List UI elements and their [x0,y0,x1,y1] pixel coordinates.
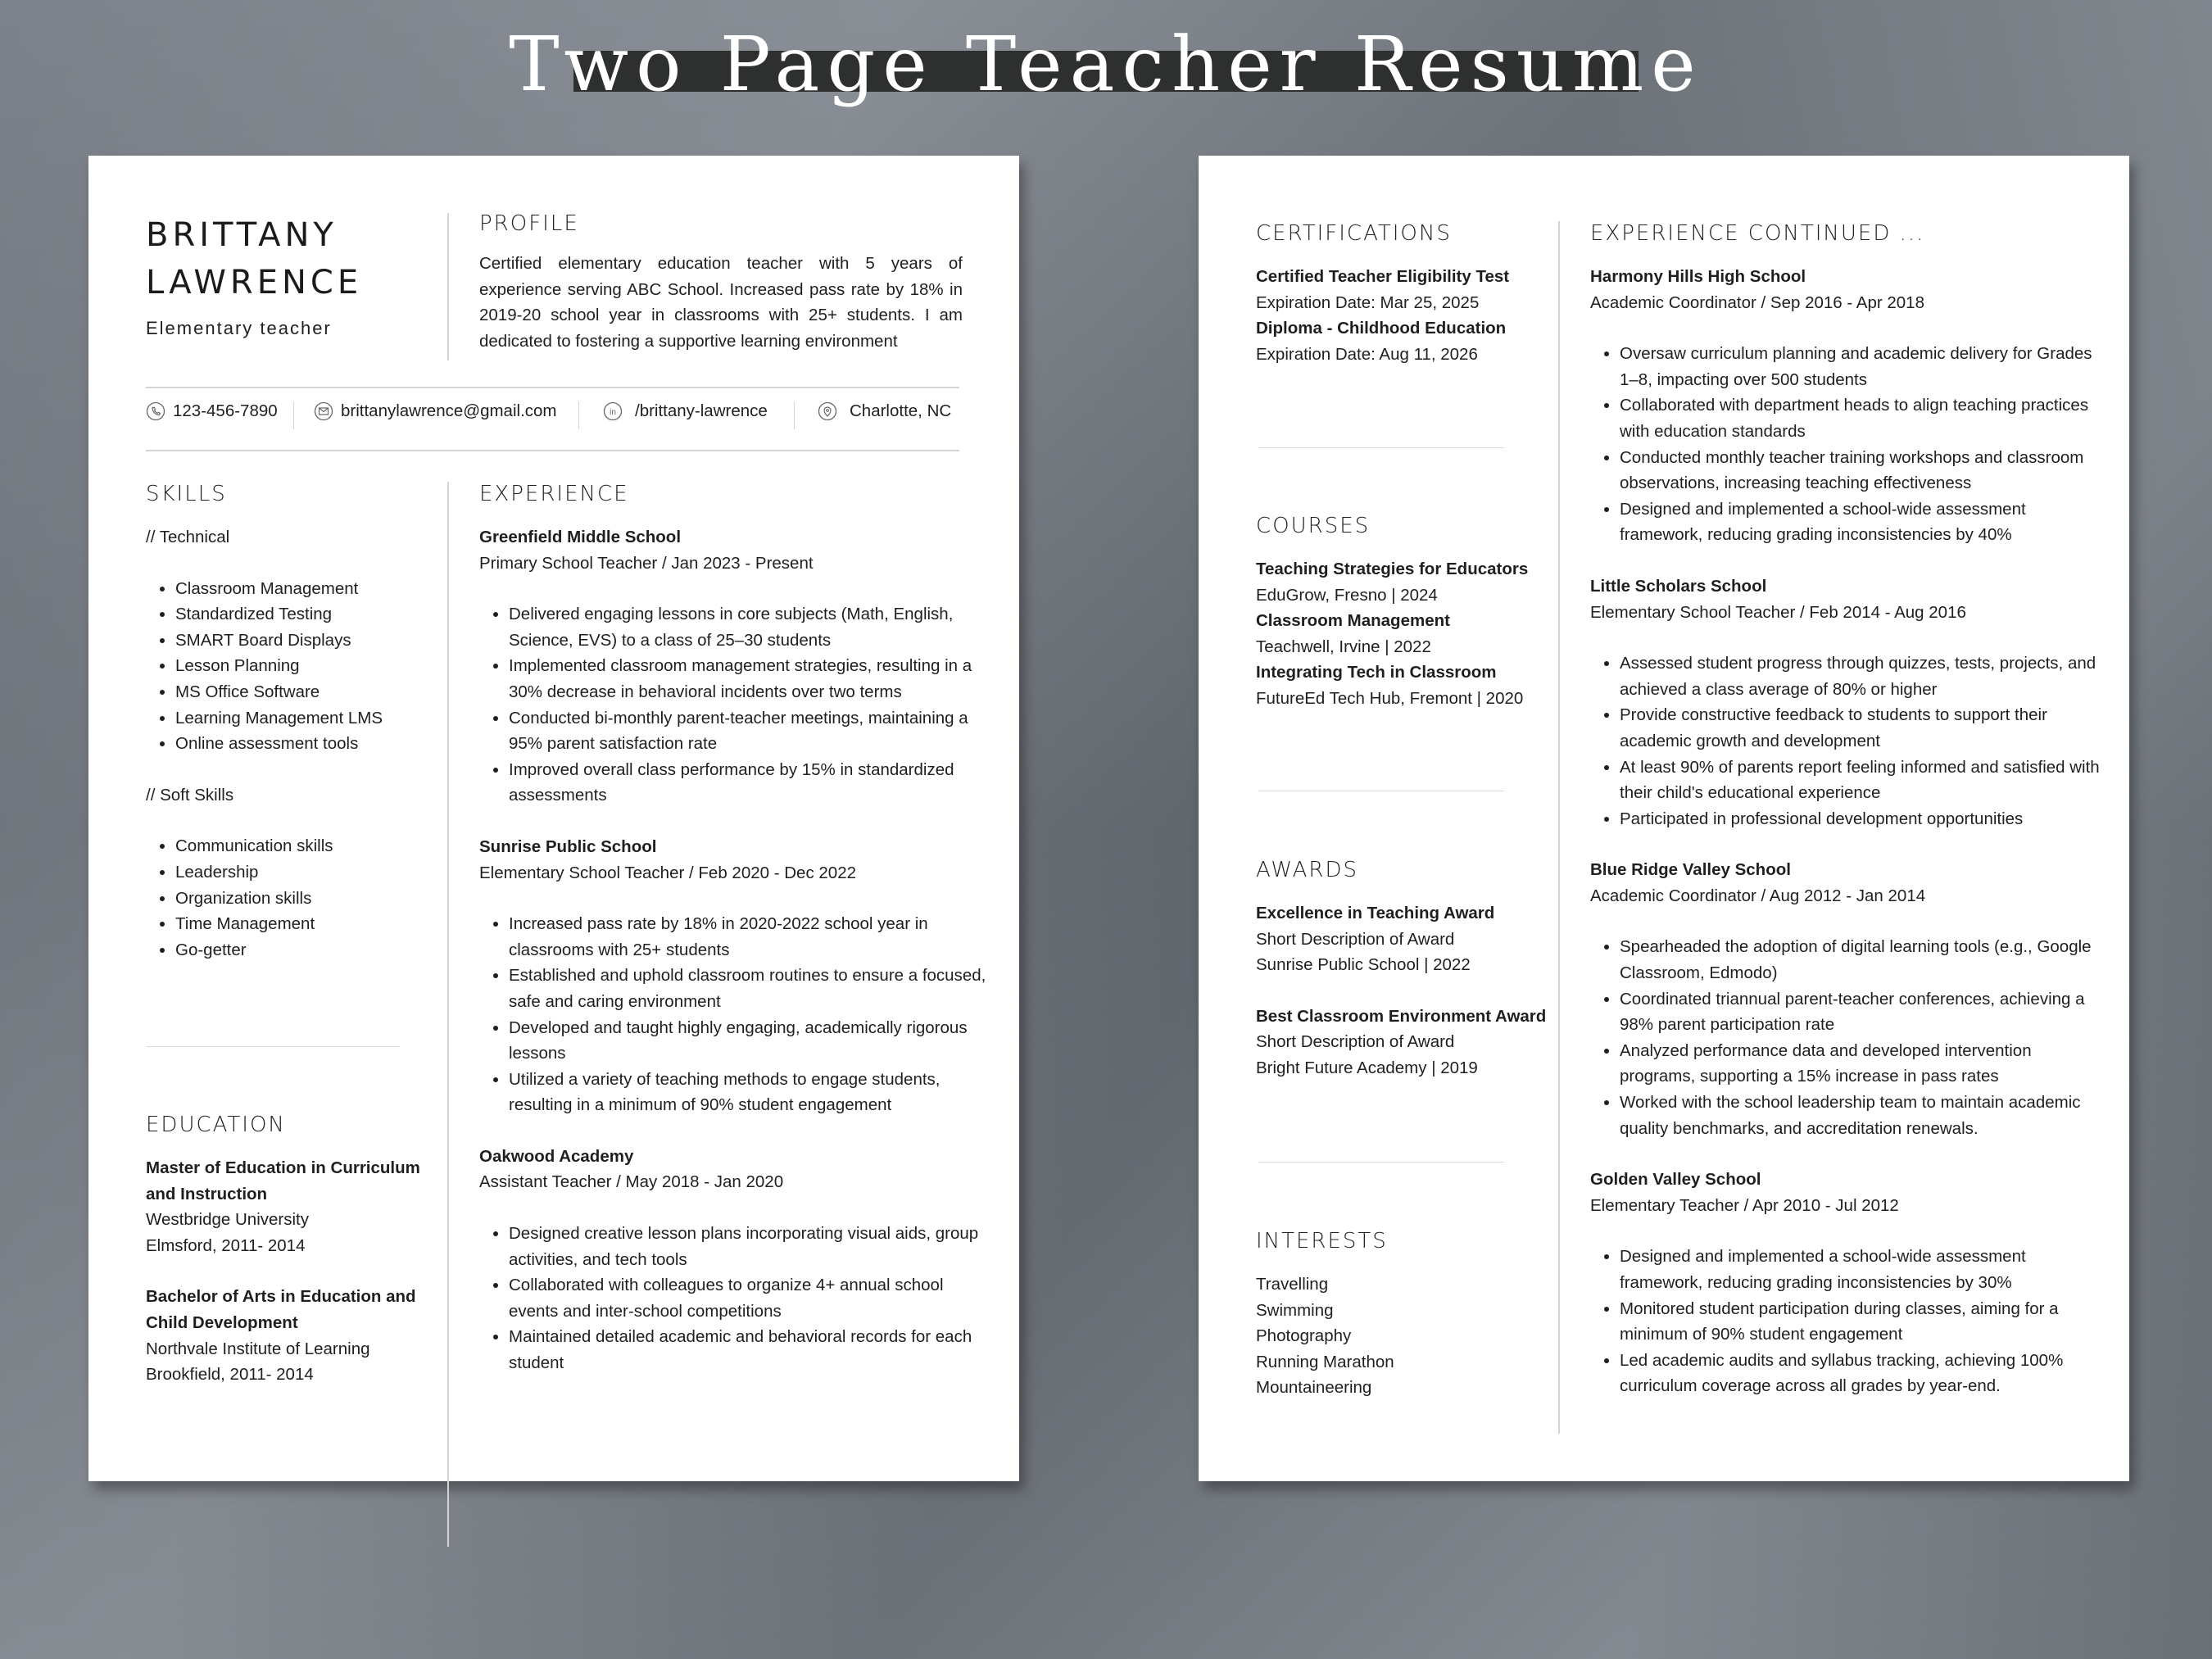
list-item: • Developed and taught highly engaging, academically rigorous lessons [509,1015,991,1067]
list-item: • Time Management [175,911,433,937]
company-name: Greenfield Middle School [479,528,682,546]
experience-section [479,482,991,1376]
award-description: Short Description of Award [1256,929,1455,949]
job-bullets [1590,1244,2100,1399]
list-item: • MS Office Software [175,679,433,705]
list-item: • At least 90% of parents report feeling informed and satisfied with their child's educational experience [1620,755,2100,806]
experience-continued-section [1590,221,2100,1399]
courses-section [1256,514,1551,712]
company-name: Little Scholars School [1590,576,1767,596]
contact-location [818,401,951,421]
education-item [146,1284,433,1387]
course-name: Integrating Tech in Classroom [1256,663,1497,682]
list-item: • Collaborated with colleagues to organize 4+ annual school events and inter-school competitions [509,1272,991,1324]
certification-name: Diploma - Childhood Education [1256,319,1507,338]
soft-skills-label: // Soft Skills [146,785,234,805]
job-bullets [1590,650,2100,832]
company-name: Sunrise Public School [479,836,657,856]
list-item: • Learning Management LMS [175,705,433,732]
list-item: • Online assessment tools [175,731,433,757]
interest-item: Photography [1256,1326,1352,1346]
contact-divider [293,401,294,429]
list-item: • Utilized a variety of teaching methods to engage students, resulting in a minimum of 90% student engagement [509,1067,991,1118]
award-detail: Bright Future Academy | 2019 [1256,1058,1478,1077]
certification-detail: Expiration Date: Mar 25, 2025 [1256,292,1480,312]
section-separator [146,1046,400,1047]
company-name: Oakwood Academy [479,1146,634,1166]
interest-item: Mountaineering [1256,1378,1372,1398]
award-description: Short Description of Award [1256,1032,1455,1052]
contact-divider [578,401,579,429]
skills-section [146,482,433,963]
list-item: • Assessed student progress through quizzes, tests, projects, and achieved a class average of 80% or higher [1620,650,2100,702]
certification-detail: Expiration Date: Aug 11, 2026 [1256,344,1478,364]
job-entry [1590,573,2100,832]
award-name: Excellence in Teaching Award [1256,904,1495,922]
list-item: • Go-getter [175,937,433,963]
education-item [146,1155,433,1258]
job-bullets [479,1221,991,1376]
skills-heading: SKILLS [146,482,227,506]
job-bullets [1590,341,2100,548]
job-entry [1590,1167,2100,1399]
job-title: Elementary Teacher / Apr 2010 - Jul 2012 [1590,1195,1899,1215]
company-name: Harmony Hills High School [1590,267,1806,286]
list-item: • Designed and implemented a school-wide assessment framework, reducing grading inconsistencies by 30% [1620,1244,2100,1295]
course-detail: Teachwell, Irvine | 2022 [1256,637,1431,656]
list-item: • Implemented classroom management strategies, resulting in a 30% decrease in behavioral incidents over two terms [509,653,991,705]
job-bullets [479,601,991,809]
interest-item: Travelling [1256,1275,1329,1294]
job-bullets [1590,934,2100,1141]
experience-continued-heading: EXPERIENCE CONTINUED ... [1590,221,1925,246]
school-place: Brookfield, 2011- 2014 [146,1365,314,1385]
list-item: • Organization skills [175,886,433,912]
list-item: • Provide constructive feedback to students to support their academic growth and development [1620,702,2100,754]
list-item: • Increased pass rate by 18% in 2020-2022 school year in classrooms with 25+ students [509,911,991,963]
awards-section [1256,858,1551,1081]
school-name: Northvale Institute of Learning [146,1339,370,1358]
award-detail: Sunrise Public School | 2022 [1256,955,1471,975]
list-item: • Spearheaded the adoption of digital learning tools (e.g., Google Classroom, Edmodo) [1620,934,2100,986]
degree-title: and Instruction [146,1184,268,1203]
job-title: Academic Coordinator / Aug 2012 - Jan 2014 [1590,886,1926,905]
interest-item: Running Marathon [1256,1352,1394,1371]
profile-heading: PROFILE [479,211,579,236]
award-name: Best Classroom Environment Award [1256,1006,1547,1026]
job-entry [479,1144,991,1376]
contact-divider [794,401,795,429]
course-detail: FutureEd Tech Hub, Fremont | 2020 [1256,688,1524,708]
interests-section [1256,1229,1551,1401]
name-block [146,211,416,339]
job-bullets [479,911,991,1118]
role-title: Elementary teacher [146,318,332,338]
job-title: Academic Coordinator / Sep 2016 - Apr 2018 [1590,292,1924,312]
list-item: • SMART Board Displays [175,628,433,654]
courses-heading: COURSES [1256,514,1371,538]
name-last: LAWRENCE [146,264,363,301]
section-separator [1258,447,1504,448]
course-name: Classroom Management [1256,611,1450,631]
contact-top-rule [146,387,959,388]
awards-heading: AWARDS [1256,858,1359,882]
name-first: BRITTANY [146,216,338,254]
email-link[interactable]: brittanylawrence@gmail.com [341,401,557,420]
list-item: • Delivered engaging lessons in core subjects (Math, English, Science, EVS) to a class of 25–30 students [509,601,991,653]
list-item: • Improved overall class performance by 15% in standardized assessments [509,757,991,809]
job-title: Elementary School Teacher / Feb 2020 - Dec 2022 [479,863,856,882]
list-item: • Communication skills [175,833,433,859]
list-item: • Led academic audits and syllabus tracking, achieving 100% curriculum coverage across all grades by year-end. [1620,1348,2100,1399]
list-item: • Participated in professional development opportunities [1620,806,2100,832]
course-detail: EduGrow, Fresno | 2024 [1256,585,1438,605]
list-item: • Standardized Testing [175,601,433,628]
contact-phone [146,401,278,421]
education-section [146,1113,433,1388]
company-name: Golden Valley School [1590,1170,1761,1190]
certifications-section [1256,221,1551,367]
location-pin-icon [818,401,837,421]
degree-title: Bachelor of Arts in Education and [146,1287,416,1307]
certification-name: Certified Teacher Eligibility Test [1256,267,1510,286]
column-divider [447,482,449,1547]
phone-icon [146,401,165,421]
education-heading: EDUCATION [146,1113,286,1137]
list-item: • Maintained detailed academic and behavioral records for each student [509,1324,991,1376]
resume-page-1 [88,156,1019,1481]
contact-email[interactable] [314,401,557,421]
soft-skills-list [146,833,433,963]
column-divider [1558,221,1560,1434]
certifications-heading: CERTIFICATIONS [1256,221,1452,246]
profile-text: Certified elementary education teacher with 5 years of experience serving ABC School. Increased pass rate by 18% in 2019-20 school year in classrooms with 25+ students. I am dedicated to fostering a supportive learning environment [479,254,963,351]
interest-item: Swimming [1256,1300,1334,1320]
school-place: Elmsford, 2011- 2014 [146,1235,306,1255]
linkedin-icon [603,401,623,421]
list-item: • Leadership [175,859,433,886]
job-entry [1590,857,2100,1141]
contact-bottom-rule [146,450,959,451]
job-title: Primary School Teacher / Jan 2023 - Present [479,553,814,573]
phone-text: 123-456-7890 [173,401,278,420]
job-title: Elementary School Teacher / Feb 2014 - Aug 2016 [1590,602,1966,622]
school-name: Westbridge University [146,1210,309,1230]
list-item: • Monitored student participation during classes, aiming for a minimum of 90% student engagement [1620,1296,2100,1348]
profile-section [479,211,963,354]
list-item: • Oversaw curriculum planning and academic delivery for Grades 1–8, impacting over 500 students [1620,341,2100,392]
list-item: • Coordinated triannual parent-teacher conferences, achieving a 98% parent participation rate [1620,986,2100,1038]
list-item: • Analyzed performance data and developed intervention programs, supporting a 15% increase in pass rates [1620,1038,2100,1090]
technical-skills-label: // Technical [146,528,230,546]
job-title: Assistant Teacher / May 2018 - Jan 2020 [479,1172,784,1192]
page-title: Two Page Teacher Resume [509,20,1703,108]
section-separator [1258,1162,1504,1163]
list-item: • Collaborated with department heads to align teaching practices with education standards [1620,392,2100,444]
location-text: Charlotte, NC [850,401,952,420]
mail-icon [314,401,333,421]
list-item: • Conducted monthly teacher training workshops and classroom observations, increasing teaching effectiveness [1620,445,2100,496]
list-item: • Classroom Management [175,576,433,602]
list-item: • Established and uphold classroom routines to ensure a focused, safe and caring environment [509,963,991,1014]
header-divider [447,213,449,360]
course-name: Teaching Strategies for Educators [1256,560,1529,578]
degree-title: Child Development [146,1312,298,1332]
job-entry [1590,264,2100,548]
linkedin-link[interactable]: /brittany-lawrence [635,401,768,420]
svg-text:in: in [610,408,616,417]
interests-heading: INTERESTS [1256,1229,1388,1253]
contact-linkedin[interactable] [603,401,768,421]
job-entry [479,524,991,809]
technical-skills-list [146,576,433,757]
job-entry [479,834,991,1118]
degree-title: Master of Education in Curriculum [146,1158,420,1177]
list-item: • Conducted bi-monthly parent-teacher meetings, maintaining a 95% parent satisfaction rate [509,705,991,757]
list-item: • Worked with the school leadership team to maintain academic quality benchmarks, and accreditation renewals. [1620,1090,2100,1141]
list-item: • Lesson Planning [175,653,433,679]
experience-heading: EXPERIENCE [479,482,629,506]
list-item: • Designed creative lesson plans incorporating visual aids, group activities, and tech tools [509,1221,991,1272]
company-name: Blue Ridge Valley School [1590,860,1791,880]
resume-page-2 [1199,156,2129,1481]
list-item: • Designed and implemented a school-wide assessment framework, reducing grading inconsistencies by 40% [1620,496,2100,548]
